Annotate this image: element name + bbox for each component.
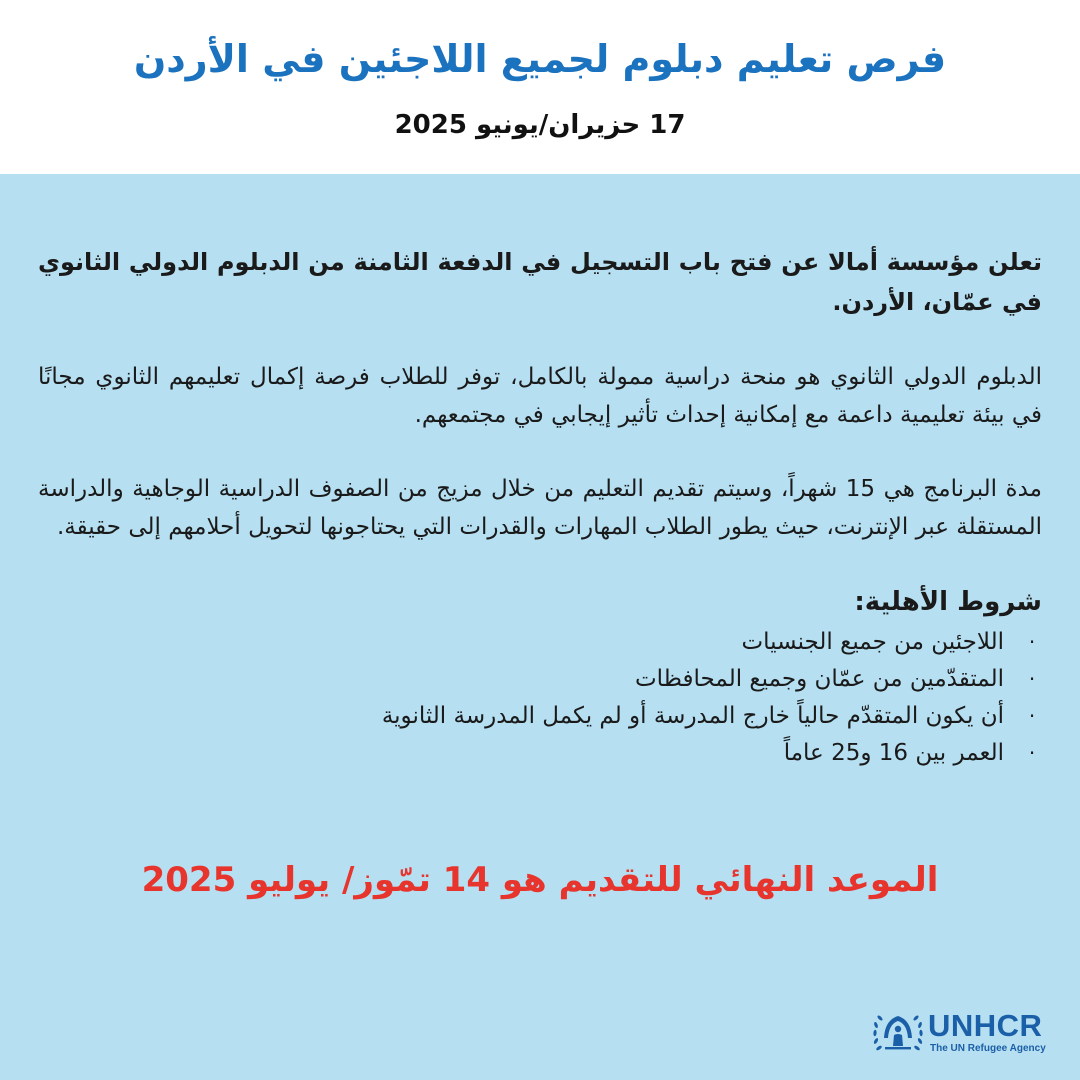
list-item: [38, 661, 1036, 698]
list-item-text: العمر بين 16 و25 عاماً: [783, 740, 1004, 766]
header: [0, 0, 1080, 174]
list-item: [38, 698, 1036, 735]
list-item-text: أن يكون المتقدّم حالياً خارج المدرسة أو لم يكمل المدرسة الثانوية: [381, 703, 1004, 729]
page-title: فرص تعليم دبلوم لجميع اللاجئين في الأردن: [133, 37, 947, 81]
list-item: [38, 735, 1036, 772]
unhcr-logo: [870, 1008, 1062, 1062]
unhcr-emblem-icon: [870, 1008, 926, 1058]
intro-paragraph: تعلن مؤسسة أمالا عن فتح باب التسجيل في الدفعة الثامنة من الدبلوم الدولي الثانوي في عمّان، الأردن.: [38, 248, 1042, 316]
program-duration-paragraph: مدة البرنامج هي 15 شهراً، وسيتم تقديم التعليم من خلال مزيج من الصفوف الدراسية الوجاهية والدراسة المستقلة عبر الإنترنت، حيث يطور الطلاب المهارات والقدرات التي يحتاجونها لتحويل أحلامهم إلى حقيقة.: [38, 476, 1042, 540]
list-item: [38, 624, 1036, 661]
publish-date: 17 حزيران/يونيو 2025: [394, 110, 686, 140]
bullet-icon: ·: [1028, 704, 1036, 728]
program-description-paragraph: الدبلوم الدولي الثانوي هو منحة دراسية ممولة بالكامل، توفر للطلاب فرصة إكمال تعليمهم الثانوي مجانًا في بيئة تعليمية داعمة مع إمكانية إحداث تأثير إيجابي في مجتمعهم.: [38, 364, 1042, 428]
application-deadline: الموعد النهائي للتقديم هو 14 تمّوز/ يوليو 2025: [141, 860, 939, 900]
logo-wordmark: UNHCR: [928, 1008, 1043, 1043]
bullet-icon: ·: [1028, 741, 1036, 765]
bullet-icon: ·: [1028, 630, 1036, 654]
list-item-text: المتقدّمين من عمّان وجميع المحافظات: [635, 666, 1004, 692]
bullet-icon: ·: [1028, 667, 1036, 691]
list-item-text: اللاجئين من جميع الجنسيات: [741, 629, 1004, 655]
logo-tagline: The UN Refugee Agency: [930, 1043, 1046, 1054]
eligibility-section: [38, 582, 1042, 772]
announcement-body: [38, 242, 1042, 772]
eligibility-list: [38, 624, 1042, 772]
eligibility-heading: شروط الأهلية:: [854, 587, 1042, 617]
